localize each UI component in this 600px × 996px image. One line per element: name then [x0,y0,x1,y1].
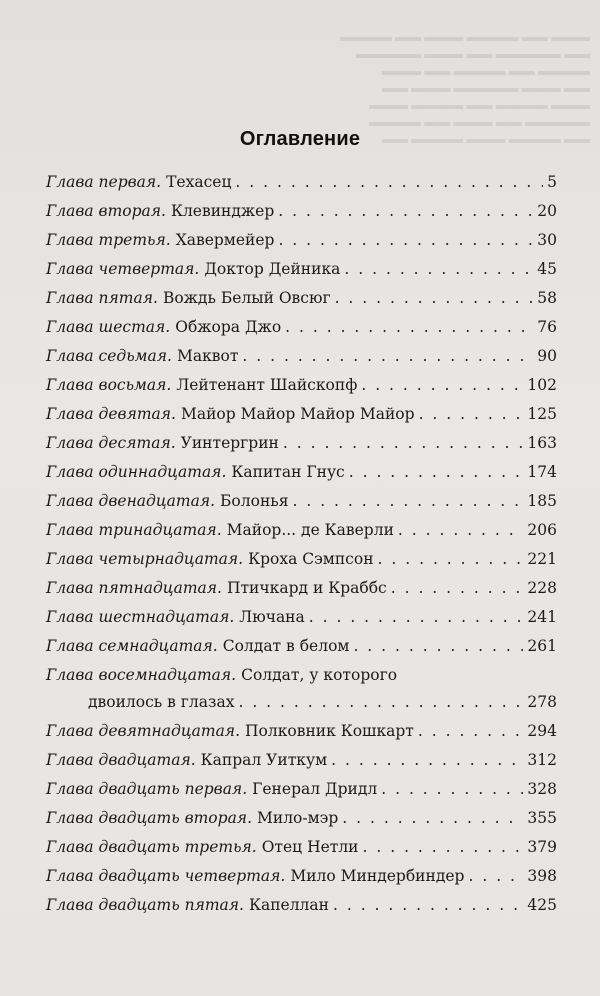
chapter-label: Глава девятая. [46,405,176,423]
chapter-title: Солдат в белом [222,637,350,655]
page-number: 185 [527,492,557,510]
chapter-label: Глава тринадцатая. [46,521,222,539]
page-number: 398 [527,867,557,885]
chapter-label: Глава седьмая. [46,347,172,365]
toc-entry-18[interactable] [46,666,557,722]
chapter-title: Генерал Дридл [252,780,378,798]
chapter-label: Глава девятнадцатая. [46,722,240,740]
toc-entry-24[interactable] [46,867,557,896]
toc-heading: Оглавление [239,128,361,150]
dot-leader [418,722,524,740]
dot-leader [363,838,524,856]
chapter-label: Глава четырнадцатая. [46,550,244,568]
chapter-title: Хавермейер [175,231,275,249]
chapter-title: Полковник Кошкарт [245,722,414,740]
dot-leader [344,260,533,278]
toc-entry-line-1 [46,666,557,693]
toc-entry-1[interactable] [46,173,557,202]
page-number: 174 [527,463,557,481]
chapter-title: Маквот [176,347,239,365]
chapter-title: Отец Нетли [261,838,359,856]
toc-entry-21[interactable] [46,780,557,809]
dot-leader [285,318,533,336]
page-number: 278 [527,693,557,711]
page-number: 228 [527,579,557,597]
chapter-title: Болонья [220,492,289,510]
toc-entry-6[interactable] [46,318,557,347]
dot-leader [278,231,533,249]
chapter-title: Солдат, у которого [241,666,398,684]
dot-leader [391,579,524,597]
chapter-title: Лючана [239,608,305,626]
chapter-label: Глава двенадцатая. [46,492,216,510]
dot-leader [235,173,543,191]
page-number: 5 [547,173,557,191]
page-number: 355 [527,809,557,827]
chapter-label: Глава восьмая. [46,376,172,394]
chapter-title: Уинтергрин [180,434,279,452]
chapter-label: Глава первая. [46,173,162,191]
page-number: 45 [537,260,557,278]
toc-entry-23[interactable] [46,838,557,867]
page-number: 221 [527,550,557,568]
chapter-title: Техасец [166,173,232,191]
dot-leader [333,896,523,914]
page-number: 241 [527,608,557,626]
chapter-label: Глава двадцать пятая. [46,896,244,914]
chapter-label: Глава двадцатая. [46,751,196,769]
dot-leader [242,347,533,365]
chapter-label: Глава вторая. [46,202,166,220]
chapter-label: Глава шестнадцатая. [46,608,235,626]
toc-entry-2[interactable] [46,202,557,231]
chapter-title: Обжора Джо [175,318,282,336]
dot-leader [283,434,524,452]
toc-entry-25[interactable] [46,896,557,925]
chapter-title: Птичкард и Краббс [226,579,387,597]
toc-entry-10[interactable] [46,434,557,463]
page-number: 328 [527,780,557,798]
chapter-label: Глава семнадцатая. [46,637,218,655]
page-number: 312 [527,751,557,769]
toc-entry-9[interactable] [46,405,557,434]
chapter-title: Клевинджер [170,202,275,220]
page-number: 90 [537,347,557,365]
chapter-title: Кроха Сэмпсон [248,550,374,568]
page-number: 58 [537,289,557,307]
dot-leader [468,867,523,885]
chapter-title: Доктор Дейника [204,260,341,278]
dot-leader [293,492,524,510]
toc-entry-17[interactable] [46,637,557,666]
page-number: 30 [537,231,557,249]
toc-entry-14[interactable] [46,550,557,579]
dot-leader [342,809,523,827]
page-number: 125 [527,405,557,423]
chapter-label: Глава пятая. [46,289,158,307]
page-number: 261 [527,637,557,655]
chapter-label: Глава двадцать четвертая. [46,867,286,885]
table-of-contents [46,173,557,925]
chapter-label: Глава двадцать третья. [46,838,257,856]
toc-entry-line-2 [46,693,557,722]
toc-entry-4[interactable] [46,260,557,289]
chapter-title: Капеллан [248,896,329,914]
page-number: 163 [527,434,557,452]
toc-entry-20[interactable] [46,751,557,780]
dot-leader [238,693,523,711]
chapter-title: Мило-мэр [257,809,339,827]
chapter-title: Капрал Уиткум [200,751,328,769]
chapter-label: Глава пятнадцатая. [46,579,222,597]
toc-entry-19[interactable] [46,722,557,751]
toc-entry-12[interactable] [46,492,557,521]
chapter-label: Глава десятая. [46,434,176,452]
toc-entry-22[interactable] [46,809,557,838]
toc-entry-16[interactable] [46,608,557,637]
chapter-label: Глава третья. [46,231,171,249]
page-number: 379 [527,838,557,856]
dot-leader [361,376,523,394]
page-number: 76 [537,318,557,336]
chapter-title: Мило Миндербиндер [290,867,465,885]
dot-leader [349,463,524,481]
page-number: 294 [527,722,557,740]
dot-leader [381,780,523,798]
chapter-title: Лейтенант Шайскопф [176,376,358,394]
chapter-title: Майор Майор Майор Майор [180,405,415,423]
chapter-title-continued: двоилось в глазах [88,693,235,711]
chapter-title: Вождь Белый Овсюг [162,289,331,307]
toc-entry-7[interactable] [46,347,557,376]
toc-entry-15[interactable] [46,579,557,608]
chapter-label: Глава шестая. [46,318,171,336]
dot-leader [309,608,524,626]
bleed-through-texture: ▬▬▬ ▬▬ ▬▬▬▬ ▬▬▬ ▬▬ ▬▬▬▬ ▬▬ ▬▬▬▬▬ ▬▬ ▬▬▬ ▬▬▬▬▬ ▬▬▬▬ ▬▬ ▬▬▬▬ ▬▬ ▬▬▬ ▬▬ ▬▬▬ ▬▬▬▬▬ ▬▬▬ ▬▬ ▬▬▬ ▬▬▬▬ ▬▬ ▬▬▬▬ ▬▬▬ ▬▬▬▬▬ ▬▬ ▬▬▬ ▬▬ ▬▬▬▬ ▬▬ ▬▬▬▬ ▬▬▬ ▬▬▬▬ ▬▬ [339,29,590,146]
chapter-title: Капитан Гнус [231,463,345,481]
toc-entry-8[interactable] [46,376,557,405]
page-number: 20 [537,202,557,220]
dot-leader [331,751,523,769]
dot-leader [335,289,534,307]
chapter-label: Глава одиннадцатая. [46,463,227,481]
page-number: 206 [527,521,557,539]
dot-leader [419,405,524,423]
chapter-label: Глава восемнадцатая. [46,666,237,684]
page-number: 102 [527,376,557,394]
chapter-label: Глава двадцать первая. [46,780,248,798]
toc-entry-5[interactable] [46,289,557,318]
dot-leader [398,521,523,539]
chapter-label: Глава четвертая. [46,260,200,278]
chapter-label: Глава двадцать вторая. [46,809,252,827]
toc-entry-13[interactable] [46,521,557,550]
chapter-title: Майор... де Каверли [226,521,394,539]
dot-leader [353,637,523,655]
toc-entry-3[interactable] [46,231,557,260]
toc-entry-11[interactable] [46,463,557,492]
dot-leader [278,202,533,220]
dot-leader [378,550,524,568]
page-number: 425 [527,896,557,914]
